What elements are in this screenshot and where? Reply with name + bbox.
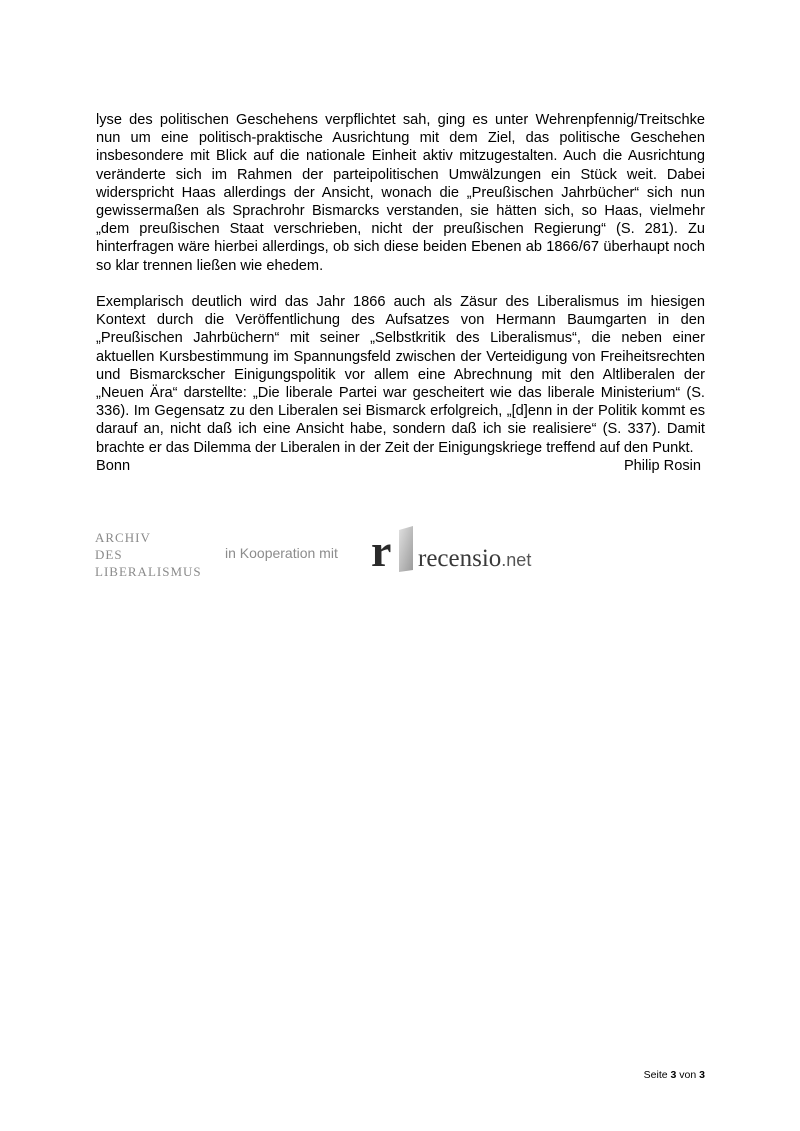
recensio-r-logo-icon [371,526,413,572]
footer-total-pages: 3 [699,1069,705,1081]
signature-place: Bonn [96,458,131,474]
archiv-des-liberalismus-logo [95,529,202,580]
svg-text:r: r [371,526,392,572]
kooperation-text: in Kooperation mit [225,545,338,561]
archiv-logo-line-2: DES [95,547,123,562]
recensio-name: recensio [418,545,502,572]
footer-current-page: 3 [670,1069,677,1081]
footer-seite-label: Seite [643,1069,668,1081]
archiv-logo-line-1: ARCHIV [95,530,151,545]
recensio-tld: .net [501,550,532,570]
page-number-footer [644,1069,705,1081]
paragraph-1: lyse des politischen Geschehens verpflichtet sah, ging es unter Wehrenpfennig/Treitschke nun um eine politisch-praktische Ausrichtung mit dem Ziel, das politische Geschehen insbesondere mit Blick auf die nationale Einheit aktiv mitzugestalten. Auch die Ausrichtung veränderte sich im Rahmen der parteipolitischen Umwälzungen ein Stück weit. Dabei widerspricht Haas allerdings der Ansicht, wonach die „Preußischen Jahrbücher“ sich nun gewissermaßen als Sprachrohr Bismarcks verstanden, sie hätten sich, so Haas, vielmehr „dem preußischen Staat verschrieben, nicht der preußischen Regierung“ (S. 281). Zu hinterfragen wäre hierbei allerdings, ob sich diese beiden Ebenen ab 1866/67 überhaupt noch so klar trennen ließen wie ehedem. [96,112,705,274]
footer-von-label: von [679,1069,697,1081]
paragraph-2: Exemplarisch deutlich wird das Jahr 1866 auch als Zäsur des Liberalismus im hiesigen Kontext durch die Veröffentlichung des Aufsatzes von Hermann Baumgarten in den „Preußischen Jahrbüchern“ mit seiner „Selbstkritik des Liberalismus“, die neben einer aktuellen Kursbestimmung im Spannungsfeld zwischen der Verteidigung von Freiheitsrechten und Bismarckscher Einigungspolitik vor allem eine Abrechnung mit den Altliberalen der „Neuen Ära“ darstellte: „Die liberale Partei war gescheitert wie das liberale Ministerium“ (S. 336). Im Gegensatz zu den Liberalen sei Bismarck erfolgreich, „[d]enn in der Politik kommt es darauf an, nicht daß ich eine Ansicht habe, sondern daß ich sie realisiere“ (S. 337). Damit brachte er das Dilemma der Liberalen in der Zeit der Einigungskriege treffend auf den Punkt. [96,294,705,456]
body-text [96,111,705,457]
archiv-logo-line-3: LIBERALISMUS [95,564,202,579]
signature-author: Philip Rosin [623,458,701,474]
recensio-net-logo [418,545,531,574]
